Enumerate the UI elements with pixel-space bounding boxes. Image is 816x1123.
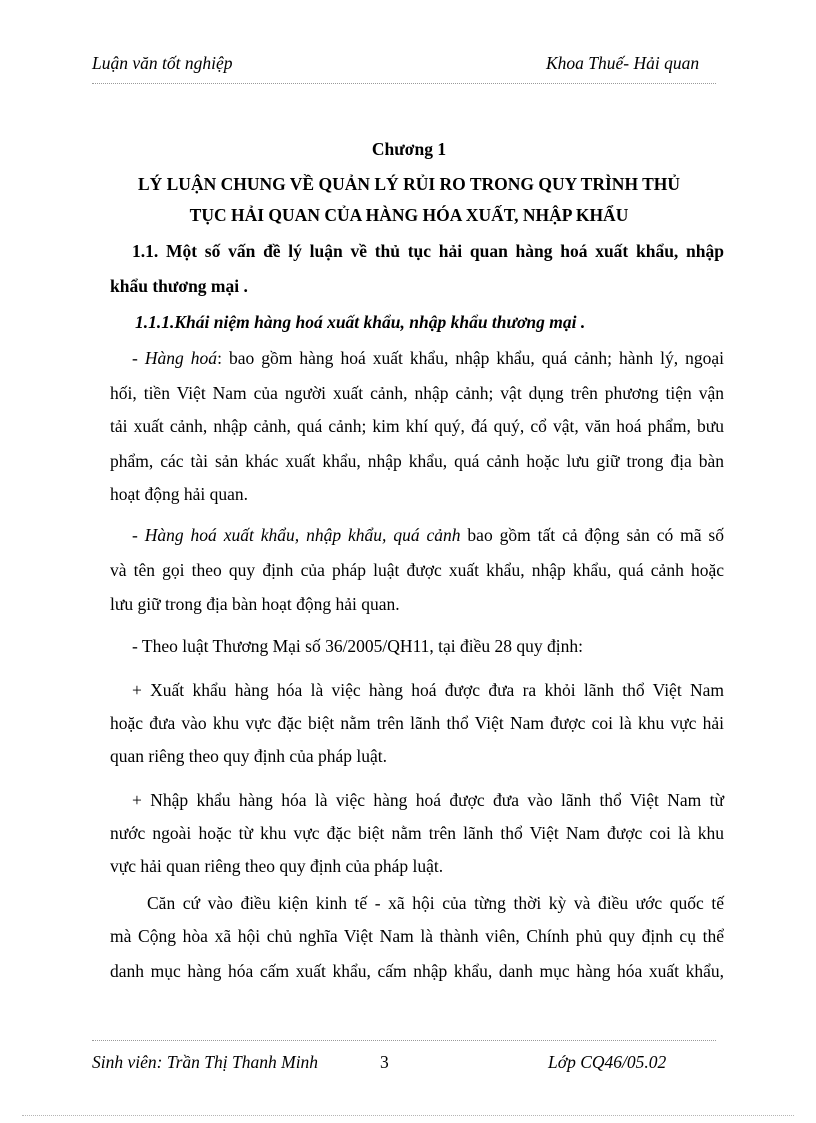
chapter-number: Chương 1 xyxy=(371,139,447,159)
header-thesis-title: Luận văn tốt nghiệp xyxy=(92,53,233,73)
paragraph-2-term: Hàng hoá xuất khẩu, nhập khẩu, quá cảnh xyxy=(144,525,461,545)
paragraph-1-lead: - xyxy=(132,348,145,368)
paragraph-4-line-3: quan riêng theo quy định của pháp luật. xyxy=(110,746,388,766)
paragraph-2-line-3: lưu giữ trong địa bàn hoạt động hải quan. xyxy=(110,594,400,614)
paragraph-1-line-5: hoạt động hải quan. xyxy=(110,484,249,504)
paragraph-2-lead: - xyxy=(132,525,145,545)
paragraph-5-line-2: nước ngoài hoặc từ khu vực đặc biệt nằm trên lãnh thổ Việt Nam được coi là khu xyxy=(110,823,724,843)
paragraph-4-line-1: + Xuất khẩu hàng hóa là việc hàng hoá được đưa ra khỏi lãnh thổ Việt Nam xyxy=(132,680,724,700)
paragraph-6-line-2: mà Cộng hòa xã hội chủ nghĩa Việt Nam là thành viên, Chính phủ quy định cụ thể xyxy=(110,926,724,946)
footer-divider xyxy=(92,1040,716,1041)
paragraph-6-line-3: danh mục hàng hóa cấm xuất khẩu, cấm nhập khẩu, danh mục hàng hóa xuất khẩu, xyxy=(110,961,724,981)
paragraph-2-line-1 xyxy=(132,525,724,546)
footer-student: Sinh viên: Trần Thị Thanh Minh xyxy=(92,1052,319,1072)
paragraph-1-line-2: hối, tiền Việt Nam của người xuất cảnh, nhập cảnh; vật dụng trên phương tiện vận xyxy=(110,383,724,403)
section-heading-line-1: 1.1. Một số vấn đề lý luận về thủ tục hải quan hàng hoá xuất khẩu, nhập xyxy=(132,241,724,261)
paragraph-1-line-1-text: : bao gồm hàng hoá xuất khẩu, nhập khẩu, quá cảnh; hành lý, ngoại xyxy=(217,348,725,368)
header-divider xyxy=(92,83,716,84)
footer-class: Lớp CQ46/05.02 xyxy=(548,1052,667,1072)
page-bottom-divider xyxy=(22,1115,794,1116)
page-number: 3 xyxy=(380,1052,389,1072)
paragraph-1-line-3: tải xuất cảnh, nhập cảnh, quá cảnh; kim khí quý, đá quý, cổ vật, văn hoá phẩm, bưu xyxy=(110,416,724,436)
paragraph-4-line-2: hoặc đưa vào khu vực đặc biệt nằm trên lãnh thổ Việt Nam được coi là khu vực hải xyxy=(110,713,724,733)
chapter-title-line-1: LÝ LUẬN CHUNG VỀ QUẢN LÝ RỦI RO TRONG QUY TRÌNH THỦ xyxy=(137,174,681,194)
paragraph-1-term: Hàng hoá xyxy=(144,348,218,368)
section-heading-line-2: khẩu thương mại . xyxy=(110,276,248,296)
header-faculty: Khoa Thuế- Hải quan xyxy=(546,53,700,73)
paragraph-2-line-2: và tên gọi theo quy định của pháp luật được xuất khẩu, nhập khẩu, quá cảnh hoặc xyxy=(110,560,724,580)
paragraph-2-line-1-text: bao gồm tất cả động sản có mã số xyxy=(460,525,724,545)
paragraph-5-line-1: + Nhập khẩu hàng hóa là việc hàng hoá được đưa vào lãnh thổ Việt Nam từ xyxy=(132,790,724,810)
paragraph-3-line-1: - Theo luật Thương Mại số 36/2005/QH11, tại điều 28 quy định: xyxy=(132,636,584,656)
paragraph-1-line-4: phẩm, các tài sản khác xuất khẩu, nhập khẩu, quá cảnh hoặc lưu giữ trong địa bàn xyxy=(110,451,724,471)
chapter-title-line-2: TỤC HẢI QUAN CỦA HÀNG HÓA XUẤT, NHẬP KHẨU xyxy=(189,205,629,225)
paragraph-5-line-3: vực hải quan riêng theo quy định của pháp luật. xyxy=(110,856,444,876)
subsection-heading: 1.1.1.Khái niệm hàng hoá xuất khẩu, nhập khẩu thương mại . xyxy=(135,312,586,332)
paragraph-1-line-1 xyxy=(132,348,724,369)
paragraph-6-line-1: Căn cứ vào điều kiện kinh tế - xã hội của từng thời kỳ và điều ước quốc tế xyxy=(147,893,724,913)
